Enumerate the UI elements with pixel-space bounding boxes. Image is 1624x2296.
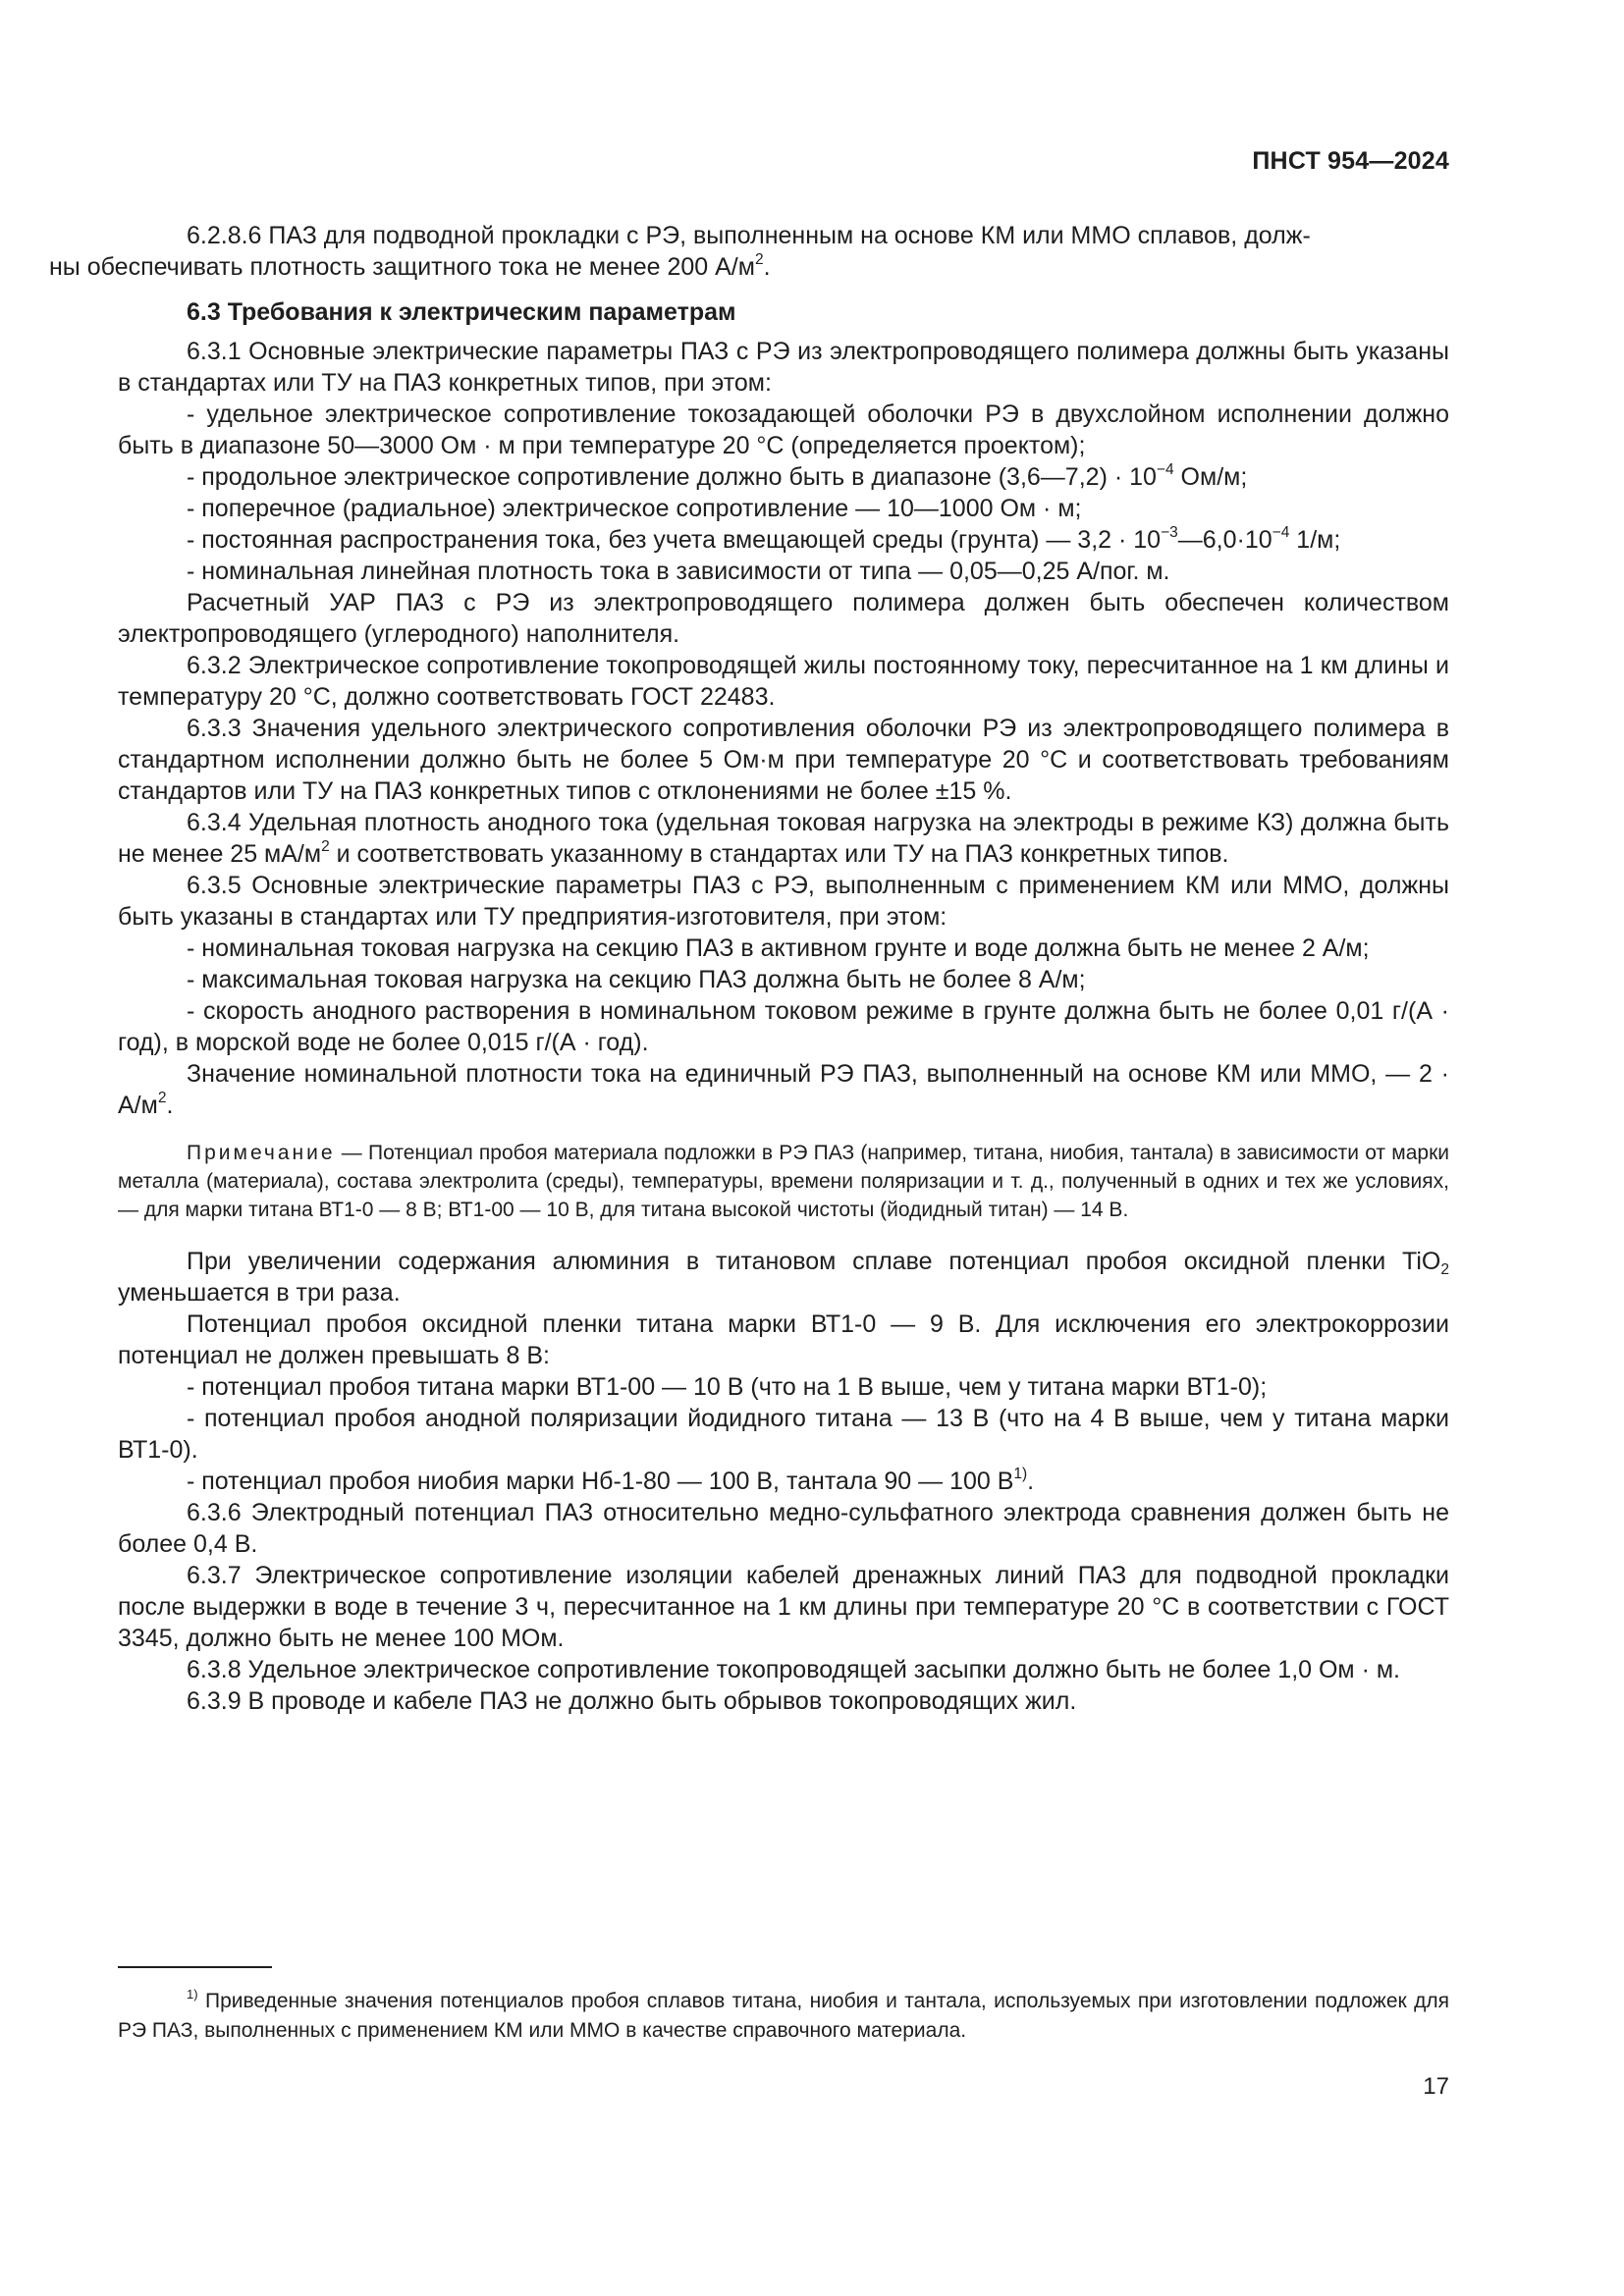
list-item: - номинальная линейная плотность тока в зависимости от типа — 0,05—0,25 А/пог. м.	[187, 558, 1170, 585]
paragraph-6-3-5: 6.3.5 Основные электрические параметры ПАЗ с РЭ, выполненным с применением КМ или ММО, должны быть указаны в стандартах или ТУ предприятия-изготовителя, при этом:	[118, 872, 1449, 931]
list-item: - постоянная распространения тока, без учета вмещающей среды (грунта) — $3,2 \cdot 10^{-3}—6,0\cdot 10^{-4}$ 1/м;	[187, 524, 1341, 554]
note	[118, 1139, 1449, 1224]
footnote-ref[interactable]: 1)	[1013, 1466, 1028, 1483]
footnote	[118, 1987, 1449, 2046]
list-item: - потенциал пробоя титана марки ВТ1-00 — 10 В (что на 1 В выше, чем у титана марки ВТ1-0);	[187, 1373, 1268, 1401]
list-item: - поперечное (радиальное) электрическое сопротивление — 10—1000 Ом · м;	[187, 495, 1082, 522]
paragraph-6-3-9: 6.3.9 В проводе и кабеле ПАЗ не должно быть обрывов токопроводящих жил.	[187, 1687, 1077, 1715]
list-item: - максимальная токовая нагрузка на секцию ПАЗ должна быть не более 8 А/м;	[187, 966, 1086, 993]
paragraph-uar: Расчетный УАР ПАЗ с РЭ из электропроводящего полимера должен быть обеспечен количеством электропроводящего (углеродного) наполнителя.	[118, 589, 1449, 648]
footnote-text: Приведенные значения потенциалов пробоя сплавов титана, ниобия и тантала, используемых при изготовлении подложек для РЭ ПАЗ, выполненных с применением КМ или ММО в качестве справочного материала.	[118, 1990, 1449, 2042]
list-item: - скорость анодного растворения в номинальном токовом режиме в грунте должна быть не более 0,01 г/(А · год), в морской воде не более 0,015 г/(А · год).	[118, 997, 1449, 1056]
paragraph-6-3-2: 6.3.2 Электрическое сопротивление токопроводящей жилы постоянному току, пересчитанное на 1 км длины и температуру 20 °С, должно соответствовать ГОСТ 22483.	[118, 652, 1449, 711]
paragraph-6-2-8-6: 6.2.8.6 ПАЗ для подводной прокладки с РЭ, выполненным на основе КМ или ММО сплавов, долж- ны обеспечивать плотность защитного тока не менее 200 $А/м^2$.	[49, 222, 1311, 281]
note-text: — Потенциал пробоя материала подложки в РЭ ПАЗ (например, титана, ниобия, тантала) в зависимости от марки металла (материала), состава электролита (среды), температуры, времени поляризации и т. д., полученный в одних и тех же условиях, — для марки титана ВТ1-0 — 8 В; ВТ1-00 — 10 В, для титана высокой чистоты (йодидный титан) — 14 В.	[118, 1142, 1449, 1221]
paragraph-6-3-3: 6.3.3 Значения удельного электрического сопротивления оболочки РЭ из электропроводящего полимера в стандартном исполнении должно быть не более 5 Ом·м при температуре 20 °С и соответствовать требованиям стандартов или ТУ на ПАЗ конкретных типов с отклонениями не более ±15 %.	[118, 715, 1449, 805]
footnote-divider	[118, 1966, 272, 1968]
list-item: - потенциал пробоя анодной поляризации йодидного титана — 13 В (что на 4 В выше, чем у титана марки ВТ1-0).	[118, 1405, 1449, 1464]
note-label: Примечание	[187, 1142, 336, 1164]
document-header: ПНСТ 954—2024	[1252, 147, 1449, 175]
footnote-mark: 1)	[187, 1986, 198, 2002]
list-item: - потенциал пробоя ниобия марки Нб-1-80 — 100 В, тантала 90 — 100 $В^{1)}$.	[187, 1466, 1035, 1495]
paragraph-6-3-4: 6.3.4 Удельная плотность анодного тока (удельная токовая нагрузка на электроды в режиме КЗ) должна быть не менее 25 $мА/м^2$ и соответствовать указанному в стандартах или ТУ на ПАЗ конкретных типов.	[118, 809, 1449, 868]
list-item: - удельное электрическое сопротивление токозадающей оболочки РЭ в двухслойном исполнении должно быть в диапазоне 50—3000 Ом · м при температуре 20 °С (определяется проектом);	[118, 400, 1449, 459]
document-body	[49, 220, 1449, 1717]
paragraph-bt1: Потенциал пробоя оксидной пленки титана марки ВТ1-0 — 9 В. Для исключения его электрокоррозии потенциал не должен превышать 8 В:	[118, 1310, 1449, 1369]
section-title: 6.3 Требования к электрическим параметрам	[187, 298, 736, 326]
list-item: - продольное электрическое сопротивление должно быть в диапазоне (3,6—7,2) · $10^{-4}$ Ом/м;	[187, 461, 1248, 491]
paragraph-6-3-8: 6.3.8 Удельное электрическое сопротивление токопроводящей засыпки должно быть не более 1,0 Ом · м.	[187, 1656, 1400, 1683]
list-item: - номинальная токовая нагрузка на секцию ПАЗ в активном грунте и воде должна быть не менее 2 А/м;	[187, 934, 1370, 962]
page-number: 17	[1423, 2073, 1449, 2100]
paragraph-6-3-7: 6.3.7 Электрическое сопротивление изоляции кабелей дренажных линий ПАЗ для подводной прокладки после выдержки в воде в течение 3 ч, пересчитанное на 1 км длины при температуре 20 °С в соответствии с ГОСТ 3345, должно быть не менее 100 МОм.	[118, 1562, 1449, 1652]
paragraph-6-3-1: 6.3.1 Основные электрические параметры ПАЗ с РЭ из электропроводящего полимера должны быть указаны в стандартах или ТУ на ПАЗ конкретных типов, при этом:	[118, 338, 1449, 397]
paragraph-6-3-6: 6.3.6 Электродный потенциал ПАЗ относительно медно-сульфатного электрода сравнения должен быть не более 0,4 В.	[118, 1499, 1449, 1558]
paragraph-aluminium: При увеличении содержания алюминия в титановом сплаве потенциал пробоя оксидной пленки TiO$_2$ уменьшается в три раза.	[118, 1248, 1449, 1307]
paragraph-nominal-density: Значение номинальной плотности тока на единичный РЭ ПАЗ, выполненный на основе КМ или ММО, — $2 \cdot А/м^2$.	[118, 1060, 1449, 1119]
